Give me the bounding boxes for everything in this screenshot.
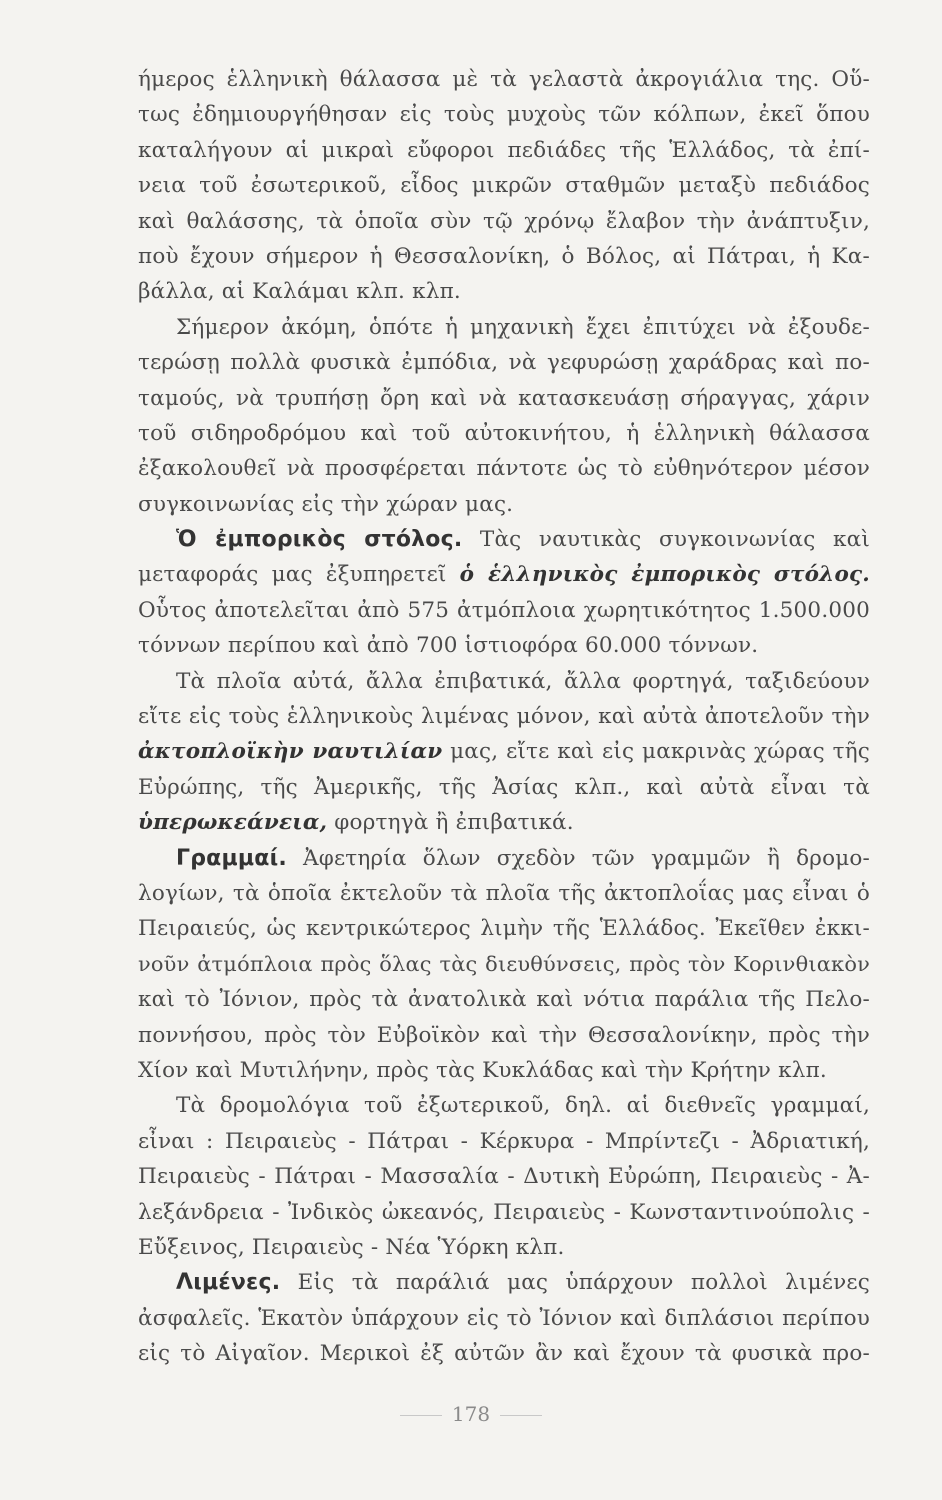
emphasis-text: ὑπερωκεάνεια,: [138, 810, 328, 836]
text-line: καὶ τὸ Ἰόνιον, πρὸς τὰ ἀνατολικὰ καὶ νότια παράλια τῆς Πελο-: [138, 987, 870, 1013]
text-line: λογίων, τὰ ὁποῖα ἐκτελοῦν τὰ πλοῖα τῆς ἀκτοπλοΐας μας εἶναι ὁ: [138, 880, 870, 906]
text-span: μεταφοράς μας ἐξυπηρετεῖ: [138, 562, 447, 588]
text-line: καταλήγουν αἱ μικραὶ εὔφοροι πεδιάδες τῆς Ἑλλάδος, τὰ ἐπί-: [138, 137, 870, 163]
page-number: 178: [451, 1402, 491, 1426]
text-line: ήμερος ἑλληνικὴ θάλασσα μὲ τὰ γελαστὰ ἀκρογιάλια της. Οὕ-: [138, 67, 870, 92]
text-line: συγκοινωνίας εἰς τὴν χώραν μας.: [138, 491, 514, 517]
text-line: [138, 557, 870, 592]
text-line: εἴτε εἰς τοὺς ἑλληνικοὺς λιμένας μόνον, καὶ αὐτὰ ἀποτελοῦν τὴν: [138, 704, 870, 730]
text-line: τόννων περίπου καὶ ἀπὸ 700 ἱστιοφόρα 60.000 τόννων.: [138, 633, 759, 659]
emphasis-text: ἀκτοπλοϊκὴν ναυτιλίαν: [138, 739, 443, 765]
text-line: Χίον καὶ Μυτιλήνην, πρὸς τὰς Κυκλάδας καὶ τὴν Κρήτην κλπ.: [138, 1057, 827, 1083]
page-text-block: [138, 62, 870, 1371]
emphasis-text: ὁ ἑλληνικὸς ἐμπορικὸς στόλος.: [459, 562, 870, 588]
page-number-footer: [0, 1402, 942, 1426]
text-line: εἶναι : Πειραιεὺς - Πάτραι - Κέρκυρα - Μπρίντεζι - Ἀδριατική,: [138, 1128, 870, 1154]
text-line: [138, 805, 870, 840]
text-line: καὶ θαλάσσης, τὰ ὁποῖα σὺν τῷ χρόνῳ ἔλαβον τὴν ἀνάπτυξιν,: [138, 208, 870, 234]
text-line: Εὔξεινος, Πειραιεὺς - Νέα Ὑόρκη κλπ.: [138, 1234, 565, 1260]
text-line: λεξάνδρεια - Ἰνδικὸς ὠκεανός, Πειραιεὺς - Κωνσταντινούπολις -: [138, 1199, 870, 1225]
text-span: μας, εἴτε καὶ εἰς μακρινὰς χώρας τῆς: [450, 739, 870, 765]
text-line: Εὐρώπης, τῆς Ἀμερικῆς, τῆς Ἀσίας κλπ., καὶ αὐτὰ εἶναι τὰ: [138, 774, 870, 800]
text-span: Εἰς τὰ παράλιά μας ὑπάρχουν πολλοὶ λιμένες: [297, 1270, 870, 1296]
text-line: Τὰ πλοῖα αὐτά, ἄλλα ἐπιβατικά, ἄλλα φορτηγά, ταξιδεύουν: [176, 668, 870, 694]
text-line: Πειραιεὺς - Πάτραι - Μασσαλία - Δυτικὴ Εὐρώπη, Πειραιεὺς - Ἀ-: [138, 1164, 870, 1190]
text-line: Σήμερον ἀκόμη, ὁπότε ἡ μηχανικὴ ἔχει ἐπιτύχει νὰ ἐξουδε-: [176, 314, 870, 340]
text-line: τοῦ σιδηροδρόμου καὶ τοῦ αὐτοκινήτου, ἡ ἑλληνικὴ θάλασσα: [138, 420, 870, 446]
text-line: Τὰ δρομολόγια τοῦ ἐξωτερικοῦ, δηλ. αἱ διεθνεῖς γραμμαί,: [176, 1093, 870, 1119]
text-line: τως ἐδημιουργήθησαν εἰς τοὺς μυχοὺς τῶν κόλπων, ἐκεῖ ὅπου: [138, 102, 870, 128]
text-line: ποννήσου, πρὸς τὸν Εὐβοϊκὸν καὶ τὴν Θεσσαλονίκην, πρὸς τὴν: [138, 1022, 870, 1048]
section-heading-lines: Γραμμαί.: [176, 845, 287, 871]
text-line: [138, 734, 870, 769]
text-line: Πειραιεύς, ὡς κεντρικώτερος λιμὴν τῆς Ἑλλάδος. Ἐκεῖθεν ἐκκι-: [138, 916, 870, 942]
text-line: [138, 1265, 870, 1300]
text-line: [138, 522, 870, 557]
text-span: Τὰς ναυτικὰς συγκοινωνίας καὶ: [479, 527, 870, 553]
text-span: Ἀφετηρία ὅλων σχεδὸν τῶν γραμμῶν ἢ δρομο-: [302, 845, 870, 871]
text-line: [138, 841, 870, 876]
text-line: ταμούς, νὰ τρυπήσῃ ὄρη καὶ νὰ κατασκευάσῃ σήραγγας, χάριν: [138, 385, 870, 411]
text-line: ποὺ ἔχουν σήμερον ἡ Θεσσαλονίκη, ὁ Βόλος, αἱ Πάτραι, ἡ Κα-: [138, 243, 870, 269]
text-line: εἰς τὸ Αἰγαῖον. Μερικοὶ ἐξ αὐτῶν ἂν καὶ ἔχουν τὰ φυσικὰ προ-: [138, 1341, 870, 1367]
text-span: φορτηγὰ ἢ ἐπιβατικά.: [334, 810, 574, 836]
text-line: τερώσῃ πολλὰ φυσικὰ ἐμπόδια, νὰ γεφυρώσῃ χαράδρας καὶ πο-: [138, 350, 870, 376]
text-line: νοῦν ἀτμόπλοια πρὸς ὅλας τὰς διευθύνσεις, πρὸς τὸν Κορινθιακὸν: [138, 951, 870, 976]
footer-dash-right: [500, 1415, 542, 1416]
section-heading-harbours: Λιμένες.: [176, 1270, 281, 1296]
footer-dash-left: [400, 1415, 442, 1416]
text-line: νεια τοῦ ἐσωτερικοῦ, εἶδος μικρῶν σταθμῶν μεταξὺ πεδιάδος: [138, 173, 870, 199]
text-line: ἐξακολουθεῖ νὰ προσφέρεται πάντοτε ὡς τὸ εὐθηνότερον μέσον: [138, 456, 870, 482]
text-line: ἀσφαλεῖς. Ἑκατὸν ὑπάρχουν εἰς τὸ Ἰόνιον καὶ διπλάσιοι περίπου: [138, 1305, 870, 1331]
text-line: Οὗτος ἀποτελεῖται ἀπὸ 575 ἀτμόπλοια χωρητικότητος 1.500.000: [138, 597, 870, 623]
section-heading-merchant-fleet: Ὁ ἐμπορικὸς στόλος.: [176, 527, 463, 553]
text-line: βάλλα, αἱ Καλάμαι κλπ. κλπ.: [138, 279, 461, 305]
